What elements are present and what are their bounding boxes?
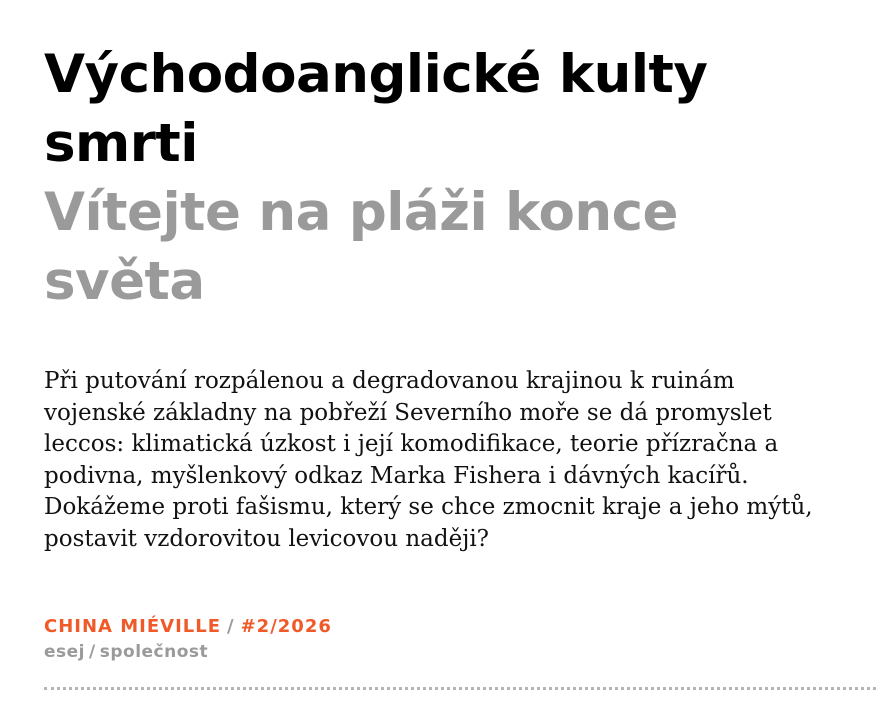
category-tag[interactable]: esej [44, 642, 86, 662]
article-perex: Při putování rozpálenou a degradovanou krajinou k ruinám vojenské základny na pobřeží Severního moře se dá promyslet leccos: klimatická úzkost i její komodifikace, teorie přízračna a podivna, myšlenkový odkaz Marka Fishera i dávných kacířů. Dokážeme proti fašismu, který se chce zmocnit kraje a jeho mýtů, postavit vzdorovitou levicovou naději? [44, 368, 813, 552]
article-meta [44, 615, 332, 639]
issue-link[interactable]: #2/2026 [240, 616, 332, 637]
meta-separator: / [227, 616, 235, 637]
article-title[interactable]: Východoanglické kulty smrti [44, 44, 708, 174]
article-teaser[interactable] [44, 40, 844, 662]
article-tags [44, 641, 208, 663]
dotted-divider [44, 687, 876, 690]
article-subtitle[interactable]: Vítejte na pláži konce světa [44, 182, 678, 312]
tags-separator: / [89, 642, 96, 662]
author-link[interactable]: CHINA MIÉVILLE [44, 616, 222, 637]
topic-tag[interactable]: společnost [99, 642, 209, 662]
